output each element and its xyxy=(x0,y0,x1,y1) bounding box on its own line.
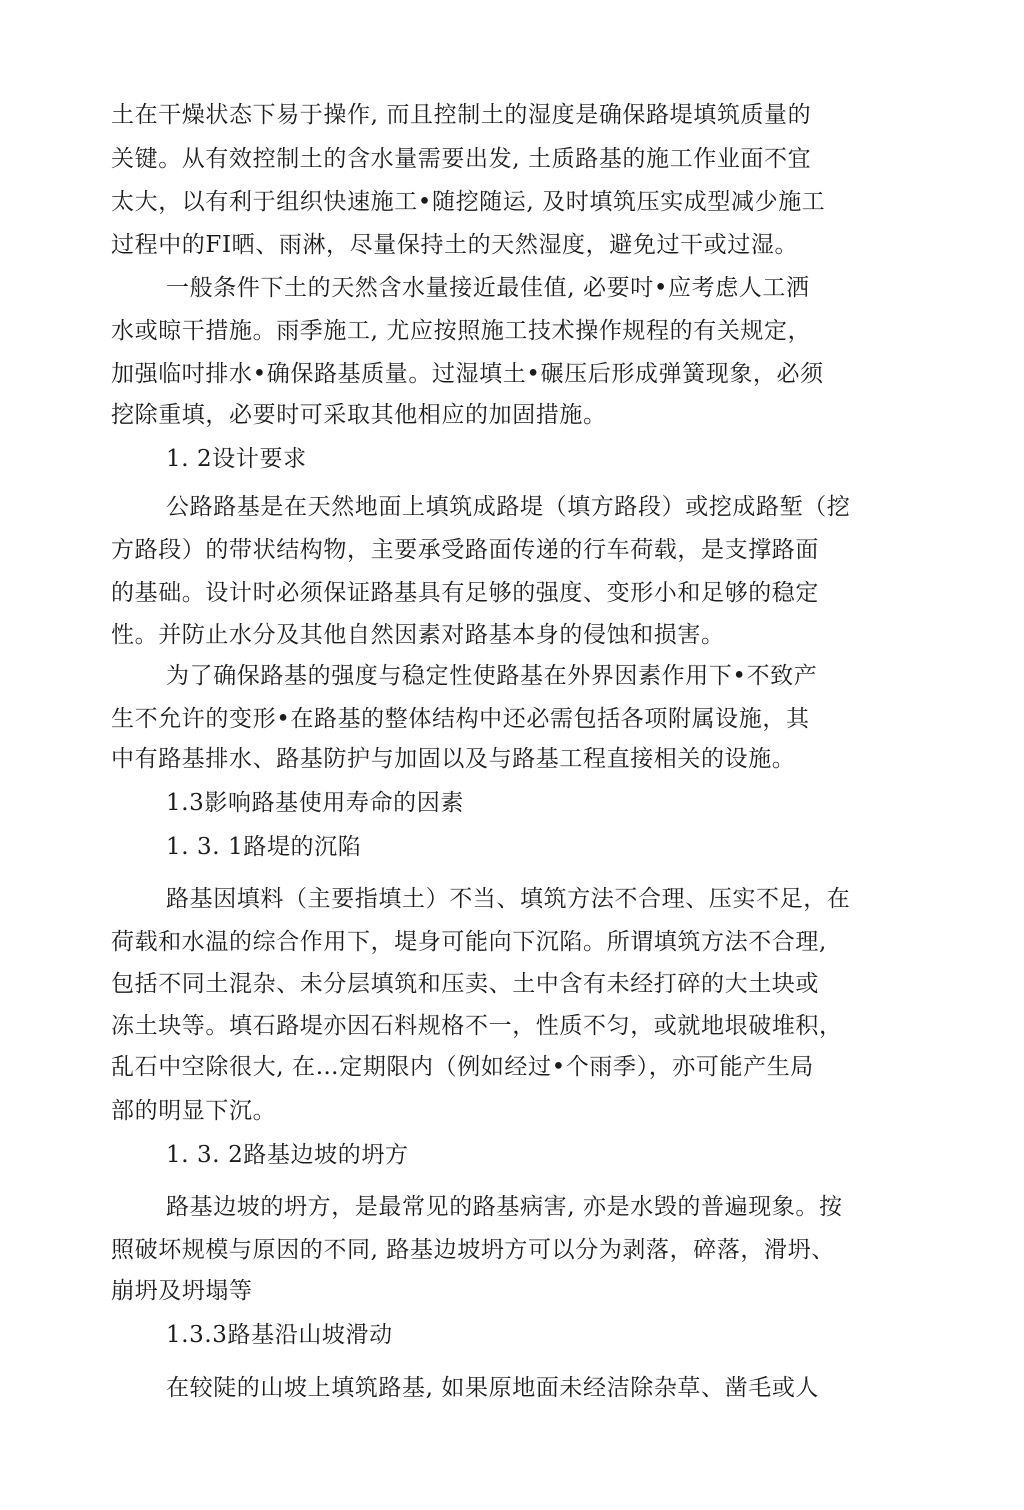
text-line: 公路路基是在天然地面上填筑成路堤（填方路段）或挖成路堑（挖 xyxy=(166,494,851,520)
text-line: 乱石中空除很大, 在…定期限内（例如经过•个雨季），亦可能产生局 xyxy=(111,1054,814,1080)
text-line: 性。并防止水分及其他自然因素对路基本身的侵蚀和损害。 xyxy=(111,622,725,648)
section-heading: 1.3.3路基沿山坡滑动 xyxy=(166,1322,393,1348)
text-line: 太大，以有利于组织快速施工•随挖随运, 及时填筑压实成型减少施工 xyxy=(111,189,826,215)
text-line: 在较陡的山坡上填筑路基, 如果原地面未经洁除杂草、凿毛或人 xyxy=(166,1375,820,1401)
text-line: 挖除重填，必要时可采取其他相应的加固措施。 xyxy=(111,402,607,428)
text-line: 的基础。设计时必须保证路基具有足够的强度、变形小和足够的稳定 xyxy=(111,580,819,606)
section-heading: 1.3影响路基使用寿命的因素 xyxy=(166,790,464,816)
text-line: 方路段）的带状结构物，主要承受路面传递的行车荷载，是支撑路面 xyxy=(111,537,819,563)
text-line: 部的明显下沉。 xyxy=(111,1098,277,1124)
text-line: 生不允许的变形•在路基的整体结构中还必需包括各项附属设施，其 xyxy=(111,706,810,732)
text-line: 路基因填料（主要指填土）不当、填筑方法不合理、压实不足，在 xyxy=(166,886,851,912)
text-line: 土在干燥状态下易于操作, 而且控制土的湿度是确保路堤填筑质量的 xyxy=(111,102,812,128)
text-line: 关键。从有效控制土的含水量需要出发, 土质路基的施工作业面不宜 xyxy=(111,146,812,172)
text-line: 中有路基排水、路基防护与加固以及与路基工程直接相关的设施。 xyxy=(111,746,796,772)
text-line: 崩坍及坍塌等 xyxy=(111,1278,253,1304)
text-line: 一般条件下土的天然含水量接近最佳值, 必要吋•应考虑人工洒 xyxy=(166,275,810,301)
text-line: 过程中的FI晒、雨淋，尽量保持土的天然湿度，避免过干或过湿。 xyxy=(111,232,799,258)
section-heading: 1. 3. 2路基边坡的坍方 xyxy=(166,1142,409,1168)
text-line: 加强临吋排水•确保路基质量。过湿填土•碾压后形成弹簧现象，必须 xyxy=(111,361,824,387)
text-line: 照破坏规模与原因的不同, 路基边坡坍方可以分为剥落，碎落，滑坍、 xyxy=(111,1237,835,1263)
text-line: 水或晾干措施。雨季施工, 尤应按照施工技术操作规程的有关规定， xyxy=(111,318,812,344)
text-line: 为了确保路基的强度与稳定性使路基在外界因素作用下•不致产 xyxy=(166,663,818,689)
text-line: 路基边坡的坍方，是最常见的路基病害, 亦是水毁的普遍现象。按 xyxy=(166,1194,843,1220)
text-line: 荷载和水温的综合作用下，堤身可能向下沉陷。所谓填筑方法不合理, xyxy=(111,929,827,955)
text-line: 包括不同土混杂、未分层填筑和压卖、土中含有未经打碎的大土块或 xyxy=(111,971,819,997)
section-heading: 1. 3. 1路堤的沉陷 xyxy=(166,834,362,860)
section-heading: 1. 2设计要求 xyxy=(166,446,307,472)
text-line: 冻土块等。填石路堤亦因石料规格不一，性质不匀，或就地垠破堆积， xyxy=(111,1013,843,1039)
